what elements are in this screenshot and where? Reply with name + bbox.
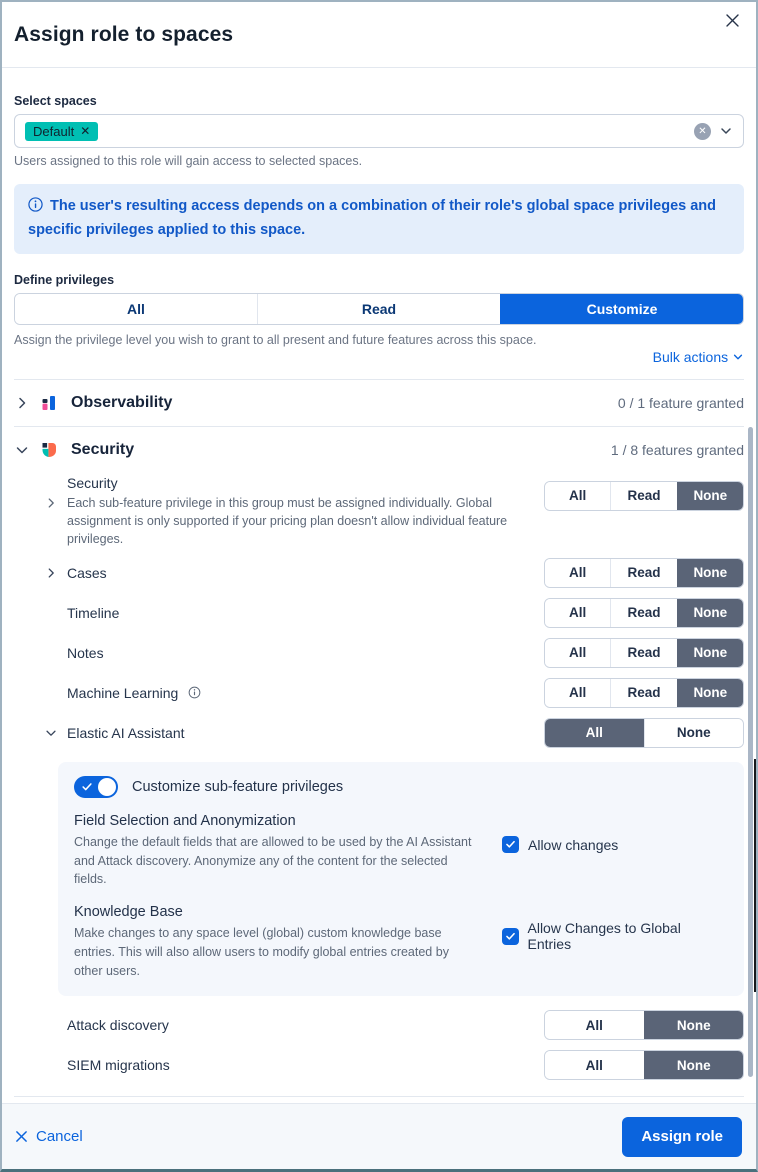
feature-description: Each sub-feature privilege in this group must be assigned individually. Global assignment is only supported if your pricing plan doesn't allow individual feature privileges. (67, 495, 508, 546)
privilege-option-all[interactable]: All (15, 294, 257, 324)
feature-label: Security (67, 474, 118, 491)
option-all[interactable]: All (545, 482, 610, 510)
option-none[interactable]: None (677, 679, 743, 707)
select-spaces-label: Select spaces (14, 94, 97, 108)
feature-label: Machine Learning (67, 685, 201, 701)
subfeature-description: Make changes to any space level (global) custom knowledge base entries. This will also allow users to modify global entries created by other users. (74, 926, 449, 978)
chevron-down-icon[interactable] (719, 124, 733, 138)
option-all[interactable]: All (545, 639, 610, 667)
observability-icon (39, 393, 59, 413)
option-all[interactable]: All (545, 1011, 644, 1039)
option-none[interactable]: None (677, 599, 743, 627)
privilege-option-read[interactable]: Read (257, 294, 500, 324)
option-read[interactable]: Read (610, 559, 676, 587)
feature-row-security (44, 475, 744, 548)
category-row-observability[interactable] (14, 380, 744, 426)
machine-learning-privilege-group (544, 678, 744, 708)
option-none[interactable]: None (644, 719, 744, 747)
close-icon (15, 1130, 28, 1143)
option-none[interactable]: None (644, 1051, 744, 1079)
feature-row-elastic-ai-assistant (44, 718, 744, 748)
modal-header (2, 2, 756, 68)
option-none[interactable]: None (677, 559, 743, 587)
siem-migrations-privilege-group (544, 1050, 744, 1080)
option-read[interactable]: Read (610, 679, 676, 707)
checkbox-label[interactable]: Allow Changes to Global Entries (527, 920, 681, 953)
spaces-help-text: Users assigned to this role will gain access to selected spaces. (14, 154, 363, 168)
chevron-right-icon[interactable] (44, 496, 60, 548)
space-badge-label: Default (33, 123, 75, 139)
option-none[interactable]: None (677, 639, 743, 667)
category-title: Observability (71, 393, 173, 411)
option-all[interactable]: All (545, 559, 610, 587)
ai-assistant-subfeature-panel (58, 762, 744, 997)
feature-label: Timeline (67, 604, 120, 621)
allow-global-entries-checkbox[interactable] (502, 928, 519, 945)
notes-privilege-group (544, 638, 744, 668)
chevron-down-icon[interactable] (14, 442, 30, 458)
check-icon (505, 931, 516, 942)
assign-role-button[interactable]: Assign role (622, 1117, 742, 1157)
security-feature-list (14, 475, 744, 1081)
feature-row-siem-migrations (44, 1050, 744, 1080)
info-callout (14, 184, 744, 254)
feature-row-attack-discovery (44, 1010, 744, 1040)
checkbox-label[interactable]: Allow changes (528, 836, 619, 853)
option-none[interactable]: None (644, 1011, 744, 1039)
cancel-label: Cancel (36, 1128, 83, 1145)
check-icon (505, 839, 516, 850)
option-none[interactable]: None (677, 482, 743, 510)
chevron-right-icon[interactable] (14, 395, 30, 411)
feature-row-machine-learning (44, 678, 744, 708)
callout-text: The user's resulting access depends on a combination of their role's global space privileges and specific privileges applied to this space. (28, 198, 717, 238)
feature-row-timeline (44, 598, 744, 628)
space-badge-default[interactable] (25, 122, 98, 141)
customize-subfeature-label: Customize sub-feature privileges (132, 778, 344, 795)
bulk-actions-link[interactable] (653, 349, 744, 365)
feature-row-notes (44, 638, 744, 668)
subfeature-description: Change the default fields that are allowed to be used by the AI Assistant and Attack discovery. Anonymize any of the content for the selected fields. (74, 834, 472, 887)
define-privileges-label: Define privileges (14, 272, 115, 287)
privilege-level-button-group (14, 293, 744, 325)
option-read[interactable]: Read (610, 599, 676, 627)
scrollbar-thumb[interactable] (748, 427, 753, 1077)
toggle-knob (98, 778, 116, 796)
subfeature-title: Field Selection and Anonymization (74, 812, 296, 829)
ai-assistant-privilege-group (544, 718, 744, 748)
customize-subfeature-toggle[interactable] (74, 776, 118, 798)
bulk-actions-label: Bulk actions (652, 348, 729, 365)
feature-label: Notes (67, 644, 104, 661)
chevron-down-icon[interactable] (44, 726, 60, 740)
inner-scrollbar[interactable] (754, 759, 756, 992)
clear-selection-button[interactable]: ✕ (694, 123, 711, 140)
remove-space-icon[interactable]: ✕ (80, 124, 91, 138)
subfeature-title: Knowledge Base (74, 904, 183, 921)
subfeature-knowledge-base (74, 904, 728, 980)
privilege-help-text: Assign the privilege level you wish to grant to all present and future features across this space. (14, 332, 537, 347)
option-all[interactable]: All (545, 599, 610, 627)
modal-footer (2, 1103, 756, 1169)
cancel-button[interactable] (15, 1128, 83, 1145)
info-icon (28, 197, 43, 220)
category-count: 1 / 8 features granted (610, 441, 744, 458)
option-all[interactable]: All (545, 719, 644, 747)
feature-label: Cases (67, 564, 107, 581)
option-read[interactable]: Read (610, 639, 676, 667)
info-icon[interactable] (188, 686, 201, 699)
subfeature-field-selection (74, 813, 728, 889)
timeline-privilege-group (544, 598, 744, 628)
close-icon (725, 13, 740, 28)
security-icon (39, 440, 59, 460)
check-icon (81, 781, 93, 796)
feature-label: SIEM migrations (67, 1057, 170, 1074)
feature-row-cases (44, 558, 744, 588)
category-count: 0 / 1 feature granted (617, 394, 744, 411)
chevron-down-icon (732, 351, 744, 363)
modal-title: Assign role to spaces (14, 22, 234, 46)
attack-discovery-privilege-group (544, 1010, 744, 1040)
option-read[interactable]: Read (610, 482, 676, 510)
allow-changes-checkbox[interactable] (502, 836, 519, 853)
option-all[interactable]: All (545, 679, 610, 707)
cases-privilege-group (544, 558, 744, 588)
chevron-right-icon[interactable] (44, 566, 60, 580)
feature-label: Attack discovery (67, 1017, 169, 1034)
category-row-security[interactable] (14, 427, 744, 473)
category-title: Security (71, 440, 135, 458)
option-all[interactable]: All (545, 1051, 644, 1079)
privilege-option-customize[interactable]: Customize (500, 294, 743, 324)
security-privilege-group (544, 481, 744, 511)
spaces-combobox[interactable] (14, 114, 744, 148)
close-modal-button[interactable] (720, 8, 744, 32)
feature-label: Elastic AI Assistant (67, 724, 185, 741)
